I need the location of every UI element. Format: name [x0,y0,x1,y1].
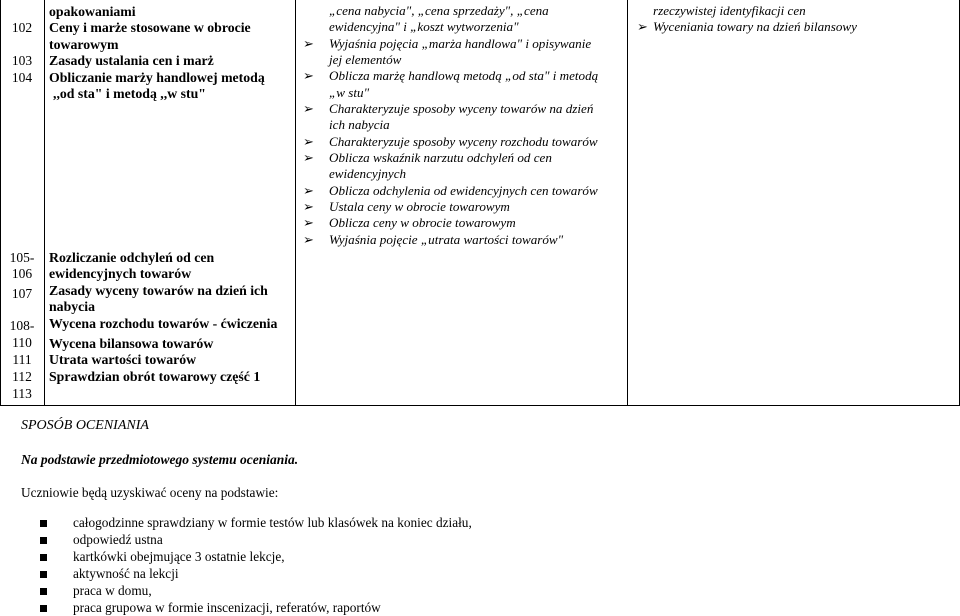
criteria-text: praca w domu, [73,582,152,598]
skill-text: Charakteryzuje sposoby wyceny towarów na dzień [329,101,594,117]
topic-line: ewidencyjnych towarów [49,266,192,282]
skill-line [300,85,622,101]
skill-text: Wyjaśnia pojęcia „marża handlowa" i opisywanie [329,35,592,51]
lesson-number: 107 [11,286,33,301]
arrow-bullet-icon: ➢ [303,35,314,51]
topic-line: Wycena rozchodu towarów - ćwiczenia [49,315,278,331]
square-bullet-icon [40,588,47,595]
lesson-number: 112 [12,369,32,384]
skill-line [300,3,622,19]
skill-line [300,150,622,166]
topic-line: towarowym [49,36,119,52]
skill-line [300,183,622,199]
arrow-bullet-icon: ➢ [303,231,314,247]
table-border-bottom [0,405,960,406]
arrow-bullet-icon: ➢ [303,199,314,215]
skill-text: Oblicza ceny w obrocie towarowym [329,215,516,231]
topics-top [49,4,294,102]
skill-line [300,134,622,150]
lesson-number: 105- [9,250,35,265]
criteria-text: odpowiedź ustna [73,531,163,547]
arrow-bullet-icon: ➢ [303,101,314,117]
skill-line [300,232,622,248]
criteria-text: praca grupowa w formie inscenizacji, referatów, raportów [73,599,381,615]
assessment-criteria-list [40,515,472,616]
lesson-number: 110 [12,335,32,350]
skill-text: Oblicza marżę handlową metodą „od sta" i metodą [329,68,599,84]
skill-line [632,19,958,35]
lesson-number: 113 [12,386,32,401]
topic-line: Zasady wyceny towarów na dzień ich [49,282,268,298]
topic-line: Sprawdzian obrót towarowy część 1 [49,368,261,384]
skill-text: Ustala ceny w obrocie towarowym [329,199,510,215]
criteria-text: aktywność na lekcji [73,565,179,581]
skill-line [632,3,958,19]
skill-line [300,117,622,133]
table-divider [627,0,628,406]
skill-text: Oblicza odchylenia od ewidencyjnych cen towarów [329,182,598,198]
arrow-bullet-icon: ➢ [303,68,314,84]
skill-line [300,166,622,182]
assessment-method-heading: SPOSÓB OCENIANIA [21,418,149,433]
skill-text: ich nabycia [329,117,390,133]
lesson-number: 106 [11,266,33,281]
topics-bottom [49,250,294,385]
topic-line: ,,od sta" i metodą ,,w stu" [53,86,206,102]
criteria-item [40,515,472,532]
skill-text: jej elementów [329,52,402,68]
topic-line: opakowaniami [49,4,136,19]
arrow-bullet-icon: ➢ [303,215,314,231]
table-divider [295,0,296,406]
square-bullet-icon [40,537,47,544]
arrow-bullet-icon: ➢ [637,19,648,35]
table-divider [44,0,45,406]
square-bullet-icon [40,571,47,578]
square-bullet-icon [40,520,47,527]
topic-line: Wycena bilansowa towarów [49,336,214,352]
assessment-basis: Na podstawie przedmiotowego systemu oceniania. [21,452,299,467]
criteria-text: kartkówki obejmujące 3 ostatnie lekcje, [73,548,285,564]
extended-skills-column [632,3,958,36]
skills-column [300,3,622,248]
skill-line [300,68,622,84]
skill-line [300,199,622,215]
skill-text: „w stu" [329,84,370,100]
skill-line [300,215,622,231]
topic-line: Rozliczanie odchyleń od cen [49,250,215,265]
skill-text: „cena nabycia", „cena sprzedaży", „cena [329,3,549,18]
skill-text: Charakteryzuje sposoby wyceny rozchodu towarów [329,133,598,149]
skill-text: Oblicza wskaźnik narzutu odchyleń od cen [329,150,552,166]
arrow-bullet-icon: ➢ [303,182,314,198]
skill-text: rzeczywistej identyfikacji cen [653,3,806,18]
criteria-item [40,532,472,549]
skill-text: ewidencyjna" i „koszt wytworzenia" [329,19,519,35]
lesson-number: 104 [11,70,33,85]
skill-text: ewidencyjnych [329,166,407,182]
lesson-number: 102 [11,20,33,35]
arrow-bullet-icon: ➢ [303,150,314,166]
square-bullet-icon [40,554,47,561]
skill-text: Wyjaśnia pojęcie „utrata wartości towarów" [329,231,564,247]
topic-line: Obliczanie marży handlowej metodą [49,69,265,85]
criteria-item [40,600,472,616]
topic-line: nabycia [49,299,95,315]
criteria-text: całogodzinne sprawdziany w formie testów lub klasówek na koniec działu, [73,515,472,530]
skill-line [300,101,622,117]
lesson-number: 103 [11,53,33,68]
criteria-item [40,583,472,600]
topic-line: Zasady ustalania cen i marż [49,53,214,69]
skill-line [300,19,622,35]
assessment-intro: Uczniowie będą uzyskiwać oceny na podstawie: [21,485,279,500]
criteria-item [40,549,472,566]
topic-line: Utrata wartości towarów [49,352,197,368]
lesson-number: 108- [9,318,35,333]
skill-line [300,36,622,52]
skill-text: Wyceniania towary na dzień bilansowy [653,19,857,35]
lesson-number: 111 [12,352,32,367]
criteria-item [40,566,472,583]
skill-line [300,52,622,68]
arrow-bullet-icon: ➢ [303,133,314,149]
topic-line: Ceny i marże stosowane w obrocie [49,20,251,36]
square-bullet-icon [40,605,47,612]
